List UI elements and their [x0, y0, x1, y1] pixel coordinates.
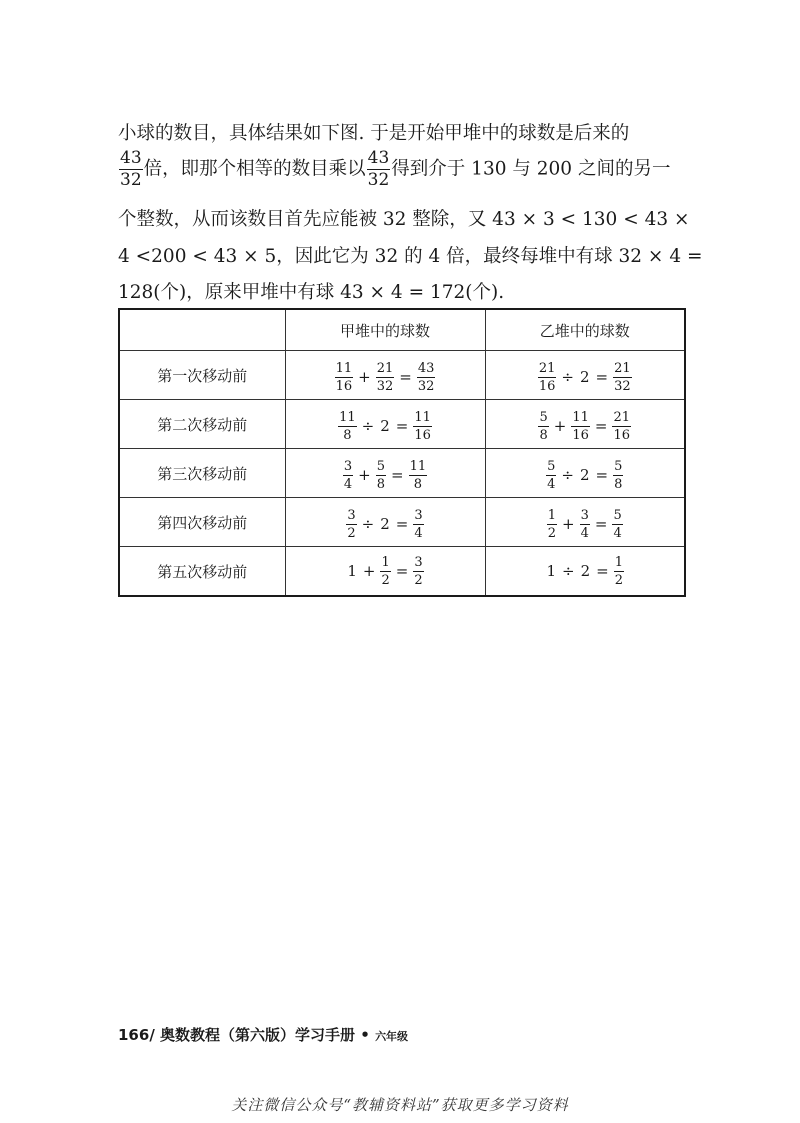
math-expression — [547, 509, 623, 540]
pile-a-expression-cell — [285, 400, 485, 449]
fraction-denominator: 8 — [376, 476, 385, 492]
fraction — [614, 556, 624, 587]
math-token: 2 — [380, 515, 390, 533]
math-token: = — [399, 368, 412, 386]
fraction-denominator: 32 — [614, 378, 631, 394]
fraction — [546, 460, 556, 491]
math-token: = — [395, 515, 409, 533]
math-token: ÷ — [361, 417, 375, 435]
math-expression — [545, 556, 624, 587]
fraction — [571, 411, 590, 442]
fraction-numerator: 5 — [614, 458, 623, 474]
fraction-numerator: 43 — [120, 148, 142, 168]
fraction-denominator: 2 — [614, 572, 624, 588]
fraction — [612, 411, 631, 442]
header-pile-a: 甲堆中的球数 — [285, 309, 485, 351]
fraction-numerator: 11 — [335, 360, 353, 376]
watermark-text: 关注微信公众号“教辅资料站”获取更多学习资料 — [231, 1096, 569, 1114]
fraction-denominator: 8 — [343, 427, 352, 443]
fraction-numerator: 1 — [381, 554, 390, 570]
fraction — [409, 460, 428, 491]
paragraph-line-2-text-a: 倍，即那个相等的数目乘以 — [143, 158, 366, 180]
math-token: + — [358, 466, 371, 484]
fraction-denominator: 2 — [547, 525, 557, 541]
fraction-numerator: 3 — [414, 507, 423, 523]
row-label: 第四次移动前 — [119, 498, 285, 547]
book-title: / 奥数教程（第六版）学习手册 • — [149, 1026, 370, 1044]
pile-b-expression-cell — [485, 400, 685, 449]
pile-b-expression-cell — [485, 351, 685, 400]
table-row — [119, 449, 685, 498]
fraction-denominator: 16 — [613, 427, 631, 443]
math-token: + — [562, 515, 575, 533]
table-body — [119, 351, 685, 597]
row-label: 第五次移动前 — [119, 547, 285, 597]
fraction — [346, 509, 356, 540]
paragraph-line-4: 4 <200 < 43 × 5，因此它为 32 的 4 倍，最终每堆中有球 32 × 4 = — [118, 245, 703, 267]
fraction-denominator: 8 — [413, 476, 422, 492]
grade-label: 六年级 — [375, 1030, 409, 1043]
fraction-denominator: 4 — [547, 476, 556, 492]
fraction — [413, 509, 423, 540]
fraction — [613, 460, 623, 491]
fraction-numerator: 3 — [580, 507, 589, 523]
math-token: + — [362, 562, 376, 580]
fraction-numerator: 5 — [547, 458, 556, 474]
fraction — [538, 362, 557, 393]
fraction-numerator: 11 — [339, 409, 356, 425]
pile-a-expression-cell — [285, 547, 485, 597]
math-expression — [335, 362, 436, 393]
header-pile-b: 乙堆中的球数 — [485, 309, 685, 351]
pile-b-expression-cell — [485, 498, 685, 547]
math-token: 2 — [580, 562, 591, 580]
fraction — [613, 362, 632, 393]
math-token: = — [594, 515, 608, 533]
fraction-denominator: 32 — [376, 378, 394, 394]
table-row — [119, 498, 685, 547]
fraction-denominator: 8 — [614, 476, 623, 492]
page-footer — [118, 1024, 408, 1045]
fraction-denominator: 8 — [539, 427, 548, 443]
fraction-denominator: 2 — [414, 572, 423, 588]
math-token: = — [395, 417, 409, 435]
fraction-numerator: 21 — [613, 409, 631, 425]
math-token: 1 — [546, 562, 557, 580]
fraction — [335, 362, 354, 393]
fraction-denominator: 2 — [381, 572, 390, 588]
table-row — [119, 351, 685, 400]
paragraph-line-2 — [118, 150, 684, 202]
fraction-numerator: 3 — [414, 554, 423, 570]
fraction-43-over-32 — [119, 150, 143, 189]
math-token: ÷ — [562, 562, 575, 580]
fraction-denominator: 4 — [343, 476, 353, 492]
fraction-denominator: 2 — [347, 525, 356, 541]
fraction — [580, 509, 590, 540]
fraction-denominator: 32 — [367, 170, 390, 190]
row-label: 第一次移动前 — [119, 351, 285, 400]
fraction-denominator: 32 — [120, 170, 142, 190]
math-token: ÷ — [561, 368, 574, 386]
row-label: 第三次移动前 — [119, 449, 285, 498]
fraction-numerator: 3 — [347, 507, 356, 523]
solution-paragraph — [118, 116, 703, 312]
fraction-denominator: 4 — [613, 525, 622, 541]
math-token: 2 — [579, 368, 590, 386]
fraction-numerator: 11 — [409, 458, 427, 474]
fraction-numerator: 43 — [367, 148, 390, 168]
pile-a-expression-cell — [285, 498, 485, 547]
table-row — [119, 547, 685, 597]
math-token: ÷ — [361, 515, 375, 533]
fraction-denominator: 16 — [572, 427, 589, 443]
fraction — [413, 556, 423, 587]
math-expression — [538, 362, 632, 393]
pile-a-expression-cell — [285, 351, 485, 400]
fraction-denominator: 16 — [335, 378, 353, 394]
fraction-numerator: 1 — [547, 507, 557, 523]
math-expression — [338, 411, 432, 442]
math-expression — [346, 556, 423, 587]
math-token: 1 — [347, 562, 357, 580]
fraction-numerator: 3 — [343, 458, 353, 474]
fraction — [376, 460, 386, 491]
ball-count-table — [118, 308, 686, 597]
paragraph-line-3: 个整数，从而该数目首先应能被 32 整除，又 43 × 3 < 130 < 43 × — [118, 209, 690, 230]
fraction — [612, 509, 622, 540]
paragraph-line-1: 小球的数目，具体结果如下图. 于是开始甲堆中的球数是后来的 — [118, 123, 630, 144]
fraction-numerator: 5 — [613, 507, 622, 523]
pile-a-expression-cell — [285, 449, 485, 498]
header-empty — [119, 309, 285, 351]
paragraph-line-5: 128(个)，原来甲堆中有球 43 × 4 = 172(个). — [118, 282, 505, 303]
fraction-numerator: 11 — [414, 409, 431, 425]
math-token: + — [358, 368, 371, 386]
fraction-numerator: 21 — [538, 360, 556, 376]
fraction — [380, 556, 390, 587]
page-number: 166 — [118, 1026, 150, 1044]
fraction — [376, 362, 395, 393]
pile-b-expression-cell — [485, 449, 685, 498]
math-token: = — [595, 368, 609, 386]
math-expression — [346, 509, 423, 540]
math-token: 2 — [380, 417, 390, 435]
paragraph-line-2-text-b: 得到介于 130 与 200 之间的另一 — [391, 158, 671, 180]
fraction-numerator: 21 — [614, 360, 631, 376]
table-header-row — [119, 309, 685, 351]
math-token: 2 — [579, 466, 590, 484]
fraction — [413, 411, 432, 442]
fraction-numerator: 1 — [614, 554, 624, 570]
fraction-denominator: 4 — [580, 525, 589, 541]
pile-b-expression-cell — [485, 547, 685, 597]
fraction — [417, 362, 436, 393]
math-expression — [546, 460, 623, 491]
fraction-numerator: 5 — [376, 458, 385, 474]
math-token: = — [395, 562, 409, 580]
fraction-43-over-32-second — [367, 150, 391, 189]
fraction-numerator: 21 — [376, 360, 394, 376]
fraction-denominator: 4 — [414, 525, 423, 541]
fraction — [343, 460, 353, 491]
fraction — [338, 411, 357, 442]
math-token: = — [596, 562, 609, 580]
math-token: + — [553, 417, 567, 435]
math-token: = — [595, 466, 609, 484]
table-row — [119, 400, 685, 449]
fraction-numerator: 11 — [572, 409, 589, 425]
math-expression — [343, 460, 427, 491]
fraction-denominator: 32 — [417, 378, 435, 394]
math-expression — [538, 411, 631, 442]
row-label: 第二次移动前 — [119, 400, 285, 449]
fraction-denominator: 16 — [538, 378, 556, 394]
fraction — [547, 509, 557, 540]
fraction-numerator: 43 — [417, 360, 435, 376]
fraction-numerator: 5 — [539, 409, 548, 425]
fraction-denominator: 16 — [414, 427, 431, 443]
math-token: = — [594, 417, 608, 435]
fraction — [538, 411, 548, 442]
math-token: = — [391, 466, 404, 484]
math-token: ÷ — [561, 466, 574, 484]
